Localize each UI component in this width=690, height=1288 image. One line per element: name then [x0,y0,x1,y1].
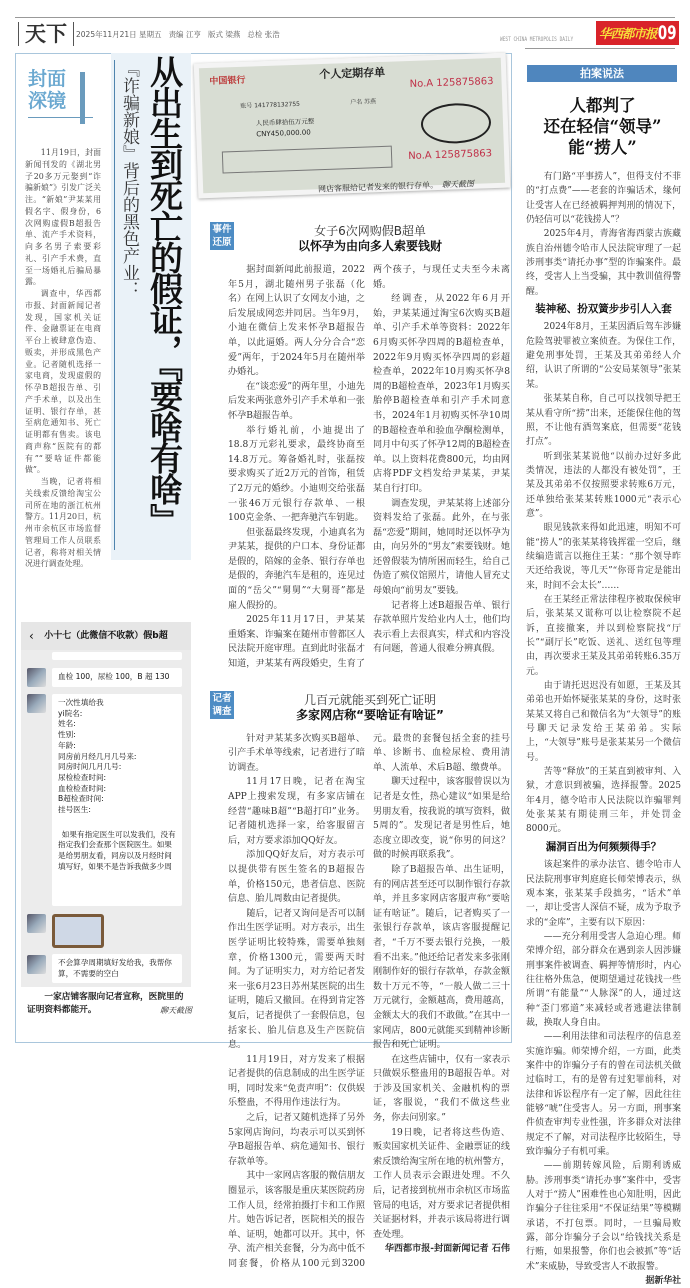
header-meta [76,29,287,40]
headline-subtitle: 『诈骗新娘』背后的黑色产业： [114,60,141,550]
paragraph: 经调查，从2022年6月开始，尹某某通过淘宝6次购买B超单、引产手术单等资料：2022年6月购买怀孕四周的B超检查单，2022年9月购买怀孕四周的彩超检查单，2022年10月购买怀孕8周的B超检查单，2023年1月购买胎停B超检查单和引产手术同意书，2024年1月初购买怀孕10周的B超检查单和验血孕酮检测单，同月中旬买了怀孕12周的B超检查单。以上资料花费800元，均由网店将PDF文档发给尹某某，尹某某自行打印。 [373,294,510,494]
caption-text: 网店客服给记者发来的银行存单。 [317,180,439,194]
note-paragraph: 当晚，记者将相关线索反馈给淘宝公司所在地的浙江杭州警方。11月20日，杭州市余杭区市场监督管理局工作人员联系记者，称将对相关情况进行调查处理。 [25,477,101,569]
paragraph: 聊天过程中，该客服曾误以为记者是女性，热心建议“如果是给男朋友看，按我说的填写资料，做5周的”。发现记者是男性后，她态度立即改变，说“你男的问这？做的时候再联系我”。 [373,777,510,861]
section-tag: 记者调查 [210,691,234,719]
layout-editor: 版式 梁燕 [207,30,241,39]
paragraph: ——前期转嫁风险，后期利诱威胁。涉刑事类“请托办事”案件中，受害人对于“捞人”困难性也心知肚明，因此诈骗分子往往采用“不保证结果”等模糊承诺，不打包票。同时，一旦骗局败露，部分诈骗分子会以“给钱找关系是行贿，如果报警，你们也会被抓”等“话术”来威胁，导致受害人不敢报警。 [526,1161,681,1272]
right-headline [525,95,680,158]
chat-screenshot [21,622,191,987]
chat-caption [27,991,192,1017]
headline-title: 从出生到死亡的假证，『要啥有啥』 [145,55,184,535]
paragraph: 苦等“释放”的王某直到被审判、入狱，才意识到被骗，选择报警。2025年4月，德令哈市人民法院以诈骗罪判处张某某有期徒刑三年，并处罚金8000元。 [526,767,681,835]
chat-bubble-cut [52,652,182,660]
headline-line: 人都判了 [569,96,636,115]
subheading: 装神秘、扮双簧步步引人入套 [535,303,672,316]
avatar [27,668,46,687]
receipt-title: 个人定期存单 [318,65,386,82]
form-line: 一次性填给我 [58,698,104,707]
section-dek: 几百元就能买到死亡证明 [303,692,436,707]
paragraph: ——利用法律和司法程序的信息差实施诈骗。师荣博介绍，一方面，此类案件中的诈骗分子有的曾在司法机关做过临时工，有的是曾有过犯罪前科，对法律和诉讼程序有一定了解，因此往往能够“唬”住受害人。另一方面，刑事案件侦查审判专业性强，许多群众对法律规定不了解，对司法程序比较陌生，导致诈骗分子有机可乘。 [526,1032,681,1158]
paper-logo [596,21,679,45]
paragraph: 听到张某某说他“以前办过好多此类情况，违法的人都没有被处罚”，王某及其弟弟不仅按照要求转账6万元，还单独给张某某转账1000元“表示心意”。 [526,451,681,519]
avatar [27,694,46,713]
bank-receipt-photo [194,53,511,199]
paper-logo-text: 华西都市报 [599,26,657,41]
chat-image [52,914,104,948]
paragraph: 举行婚礼前，小迪提出了18.8万元彩礼要求，最终协商至14.8万元。筹备婚礼时，张磊按要求购买了近2万元的首饰，租赁了2万元的婚纱。小迪则交给张磊一张46万元银行存款单、一根100克金条、一把奔驰汽车钥匙。 [228,425,365,524]
paragraph: 记者将上述B超报告单、银行存款单照片发给业内人士，他们均表示看上去很真实，样式和内容没有问题，普通人很难分辨真假。 [373,600,510,655]
form-line: B超检查时间: [58,794,104,804]
form-line: 挂号医生: [58,805,91,815]
form-line: 同房时间几月几号: [58,762,122,772]
paragraph: 添加QQ好友后，对方表示可以提供带有医生签名的B超报告单，价格150元，患者信息、医院信息、胎儿周数由记者提供。 [228,850,365,905]
bank-seal [420,102,491,144]
subheading: 漏洞百出为何频频得手？ [545,840,662,853]
paragraph: 之后，记者又随机选择了另外5家网店询问，均表示可以买到怀孕B超报告单、病危通知书、银行存款单等。 [228,1113,365,1167]
paragraph: 2025年11月17日，尹某某重婚案、诈骗案在随州市曾都区人民法院开庭审理。直到此时张磊才知道，尹某某有两段婚史，生育了两个孩子，与现任丈夫至今未离婚。 [228,265,510,670]
paragraph: 据封面新闻此前报道，2022年5月，湖北随州男子张磊（化名）在网上认识了女网友小迪，之后发展成网恋并同居。当年9月，小迪在微信上发来怀孕B超报告单，以此逼婚。两人分分合合“恋爱”两年，于2024年5月在随州举办婚礼。 [228,265,365,378]
form-line: 姓名: [58,719,76,729]
paragraph: 其中一家网店客服的微信朋友圈显示，该客服是重庆某医院药房工作人员，经常拍摄打卡和工作照片。她告诉记者，医院相关的报告单、证明，她都可以开。其中，怀孕、流产相关套餐，分为高中低不同套餐，价格从100元到3200元。最贵的套餐包括全套的挂号单、诊断书、血检尿检、费用清单、人流单、术后B超、缴费单。 [228,733,510,1269]
note-paragraph: 11月19日，封面新闻刊发的《湖北男子20多万元娶到“诈骗新娘”》引发广泛关注。“新娘”尹某某用假名字、假身份，6次网购虚假B超报告单、流产手术资料，向多名男子索要彩礼、引产手术费，直至一场婚礼后骗局暴露。 [25,148,101,287]
column-title-line [28,117,93,118]
top-rule [15,17,675,18]
paragraph: 但张磊最终发现，小迪真名为尹某某，提供的户口本、身份证都是假的，陪嫁的金条、银行存单也是假的，奔驰汽车是租的，连见过面的“岳父”“舅舅”“大舅哥”都是雇人假扮的。 [228,527,365,611]
paragraph: 11月17日晚，记者在淘宝APP上搜索发现，有多家店铺在经营“趣味B超”“B超打印”业务。记者随机选择一家，给客服留言后，对方要求添加QQ好友。 [228,777,365,846]
form-line: 血检检查时间: [58,783,107,793]
article-body [228,263,510,672]
section-header [210,217,510,257]
receipt-name: 户名 苏燕 [350,98,377,107]
paragraph: 调查发现，尹某某将上述部分资料发给了张磊。此外，在与张磊“恋爱”期间，她同时还以怀孕为由，向另外的“男友”索要钱财。她还曾假装为情所困而轻生，给自己伪造了殡仪馆照片，请他人冒充丈母娘向“前男友”要钱。 [373,498,510,597]
paragraph: 除了B超报告单、出生证明，有的网店甚至还可以制作银行存款单，并且多家网店客服声称“要啥证有啥证”。随后，记者购买了一张银行存款单，该店客服提醒记者，“千万不要去银行兑换，一般看不出来。”他还给记者发来多张刚刚制作好的银行存款单，存款金额数十万元不等，“一般人做二三十万元就行，金额越高，费用越高，金额太大的我们不敢做。”在其中一家网店，800元就能买到精神诊断报告和死亡证明。 [373,864,510,1051]
paragraph: 2025年4月，青海省海西蒙古族藏族自治州德令哈市人民法院审理了一起涉刑事类“请托办事”型的诈骗案件。最终，受害人上当受骗，其中教训值得警醒。 [526,229,681,297]
b-ultrasound-report-thumbnail [55,917,101,945]
paragraph: 针对尹某某多次购买B超单、引产手术单等线索，记者进行了暗访调查。 [228,733,365,773]
paper-english-name: WEST CHINA METROPOLIS DAILY [500,36,574,43]
section-header [210,686,510,726]
caption-text: 一家店铺客服向记者宣称，医院里的证明资料都能开。 [27,992,184,1015]
column-title: 封面深镜 [28,68,67,112]
receipt-serial-bottom: No.A 125875863 [408,148,493,163]
section-tag: 事件还原 [210,222,234,250]
byline: 华西都市报-封面新闻记者 石伟 [384,1243,510,1255]
form-line: yi院名: [58,708,83,718]
note-paragraph: 调查中，华西都市报、封面新闻记者发现，国家机关证件、金融票证在电商平台上被肆意伪造、贩卖，并形成黑色产业。记者随机选择一家电商，发现虚假的怀孕B超报告单、引产手术单，以及出生证明、银行存单，甚至病危通知书、死亡证明都有售卖。该电商声称“医院有的都有”“要啥证件都能做”。 [25,289,101,475]
section-heading: 以怀孕为由向多人索要钱财 [297,239,442,253]
right-article-body [526,170,681,1288]
form-line: 同房前月经几月几号来: [58,751,137,761]
paragraph: 2024年8月，王某因酒后驾车涉嫌危险驾驶罪被立案侦查。为保住工作，避免刑事处罚，王某及其弟弟经人介绍，认识了所谓的“公安局某领导”张某某。 [526,322,681,390]
avatar [27,914,46,933]
chat-bubble [52,694,182,906]
spacer [210,672,510,686]
source-credit: 据新华社 [645,1276,681,1287]
paragraph: 随后，记者又询问是否可以制作出生医学证明。对方表示，出生医学证明比较特殊，需要单独刻章，价格1300元，需要两天时间。为了证明实力，对方给记者发来一张6月23日苏州某医院的出生证明，随后又撤回。在得到肯定答复后，记者提供了一套假信息，包括家长、胎儿信息及生产医院信息。 [228,908,365,1051]
page-number: 09 [657,22,676,44]
photo-credit: 聊天截图 [160,1006,192,1015]
receipt-amount-cn: 人民币肆拾伍万元整 [255,117,315,128]
receipt-table [222,146,393,174]
form-line: 年龄: [58,740,76,750]
section-heading: 多家网店称“要啥证有啥证” [296,707,444,722]
photo-credit: 聊天截图 [441,179,475,190]
left-column [21,147,191,1017]
paragraph: 张某某自称，自己可以找领导把王某从看守所“捞”出来，还能保住他的驾照，不让他有酒驾案底，但需要“花钱打点”。 [526,394,681,448]
editor-note [25,147,101,622]
paragraph: 在王某经正常法律程序被取保候审后，张某某又谎称可以让检察院不起诉，直接撤案，并以到检察院找“厅长”“副厅长”吃饭、送礼、送红包等理由，再次要求王某及其弟弟转账6.35万元。 [526,594,681,677]
paragraph: 在“谈恋爱”的两年里，小迪先后发来两张意外引产手术单和一张怀孕B超报告单。 [228,381,365,421]
divider [525,48,675,49]
receipt-account: 账号 141778132755 [240,100,301,110]
paragraph: 在这些店铺中，仅有一家表示只做娱乐整蛊用的B超报告单。对于涉及国家机关、金融机构的票证，客服说，“我们不做这些业务，你去问别家。” [373,1054,510,1124]
proofreader: 总检 张浩 [247,30,280,39]
chat-bubble: 不会算孕周期填好发给我，我帮你算，不需要的空白 [52,954,182,983]
paragraph: ——充分利用受害人急迫心理。师荣博介绍，部分群众在遇到亲人因涉嫌刑事案件被调查、羁押等情形时，内心往往格外焦急，便期望通过花钱找一些所谓“有能量”“人脉深”的人，通过这种“歪门邪道”来减轻或者逃避法律制裁，换取人身自由。 [526,931,681,1028]
editor: 责编 江亨 [168,30,201,39]
receipt-amount: CNY450,000.00 [256,128,311,139]
chat-title-bar [21,622,191,650]
headline-line: 还在轻信“领导” [543,117,662,136]
paragraph: 有门路“平事捞人”，但得支付不菲的“打点费”——老套的诈骗话术，缘何让受害人在已经被羁押判刑的情况下，仍轻信可以“花钱捞人”？ [526,172,681,226]
headline-line: 能“捞人” [568,138,637,157]
section-name: 天下 [18,22,74,46]
chat-bubble: 血检 100，尿检 100，B 超 130 [52,668,182,687]
issue-date: 2025年11月21日 星期五 [76,30,162,39]
paragraph: 该起案件的承办法官、德令哈市人民法院刑事审判庭庭长师荣博表示，纵观本案，张某某手段拙劣，“话术”单一，却让受害人深信不疑，成为予取予求的“金库”，主要有以下原因： [526,860,681,928]
article-body [228,732,510,1272]
chat-title: 小十七（此微信不收款）假b超 [44,631,168,641]
form-line: 性别: [58,730,76,740]
receipt-serial: No.A 125875863 [409,76,494,90]
section-dek: 女子6次网购假B超单 [314,224,426,238]
paragraph: 19日晚，记者将这些伪造、贩卖国家机关证件、金融票证的线索反馈给淘宝所在地的杭州警方，工作人员表示会跟进处理。不久后，记者接到杭州市余杭区市场监管局的电话，对方要求记者提供相关证据材料，并表示该局将进行调查处理。 [373,1127,510,1240]
back-arrow-icon: ‹ [29,629,34,643]
main-article [210,217,510,1272]
paragraph: 由于请托迟迟没有如愿，王某及其弟弟也开始怀疑张某某的身份，这时张某某又将自己和微信名为“大领导”的账号聊天记录发给王某弟弟。实际上，“大领导”账号是张某某另一个微信号。 [526,681,681,763]
right-section-title: 拍案说法 [527,65,677,82]
form-line: 尿检检查时间: [58,772,107,782]
avatar [27,955,46,974]
form-note: 如果有指定医生可以发我们，没有指定我们会查那个医院医生。如果是给男朋友看，同房以及月经时间填写好，如果不是告诉我做多少周 [58,829,176,871]
bank-logo: 中国银行 [209,75,246,87]
paragraph: 11月19日，对方发来了根据记者提供的信息制成的出生医学证明，同时发来“免责声明”：仅供娱乐整蛊，不得用作违法行为。 [228,1054,365,1109]
paragraph: 眼见钱款来得如此迅速，明知不可能“捞人”的张某某将钱挥霍一空后，继续编造谎言以拖住王某：“那个领导昨天还给我说，等几天”“你哥肯定是能出来，时间不会太长”…… [526,523,681,591]
